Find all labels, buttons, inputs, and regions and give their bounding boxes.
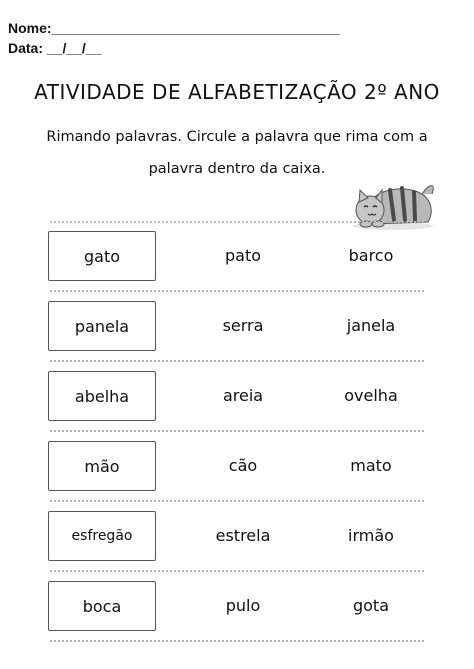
rhyme-row: [0, 301, 474, 353]
dotted-divider: [50, 640, 424, 642]
word-box: abelha: [48, 371, 156, 421]
word-box: mão: [48, 441, 156, 491]
option-word[interactable]: estrela: [215, 525, 271, 545]
word-box: esfregão: [48, 511, 156, 561]
word-box: gato: [48, 231, 156, 281]
word-box: panela: [48, 301, 156, 351]
date-field-label: Data: __/__/__: [8, 40, 102, 56]
dotted-divider: [50, 360, 424, 362]
option-word[interactable]: pulo: [225, 595, 261, 615]
rhyme-row: [0, 231, 474, 283]
rhyme-row: [0, 441, 474, 493]
rhyme-row: [0, 371, 474, 423]
dotted-divider: [50, 221, 424, 223]
option-word[interactable]: mato: [350, 455, 392, 475]
dotted-divider: [50, 500, 424, 502]
option-word[interactable]: areia: [222, 385, 264, 405]
option-word[interactable]: ovelha: [344, 385, 398, 405]
option-word[interactable]: barco: [348, 245, 394, 265]
option-word[interactable]: irmão: [348, 525, 394, 545]
name-field-label: Nome:_____________________________________: [8, 20, 340, 36]
option-word[interactable]: serra: [222, 315, 264, 335]
option-word[interactable]: cão: [228, 455, 258, 475]
dotted-divider: [50, 570, 424, 572]
dotted-divider: [50, 430, 424, 432]
rhyme-row: [0, 511, 474, 563]
option-word[interactable]: gota: [352, 595, 390, 615]
instruction-line-2: palavra dentro da caixa.: [148, 161, 326, 177]
rhyme-row: [0, 581, 474, 633]
instruction-line-1: Rimando palavras. Circule a palavra que rima com a: [46, 129, 428, 145]
option-word[interactable]: pato: [224, 245, 262, 265]
page-title: ATIVIDADE DE ALFABETIZAÇÃO 2º ANO: [34, 80, 440, 104]
word-box: boca: [48, 581, 156, 631]
dotted-divider: [50, 290, 424, 292]
option-word[interactable]: janela: [346, 315, 396, 335]
